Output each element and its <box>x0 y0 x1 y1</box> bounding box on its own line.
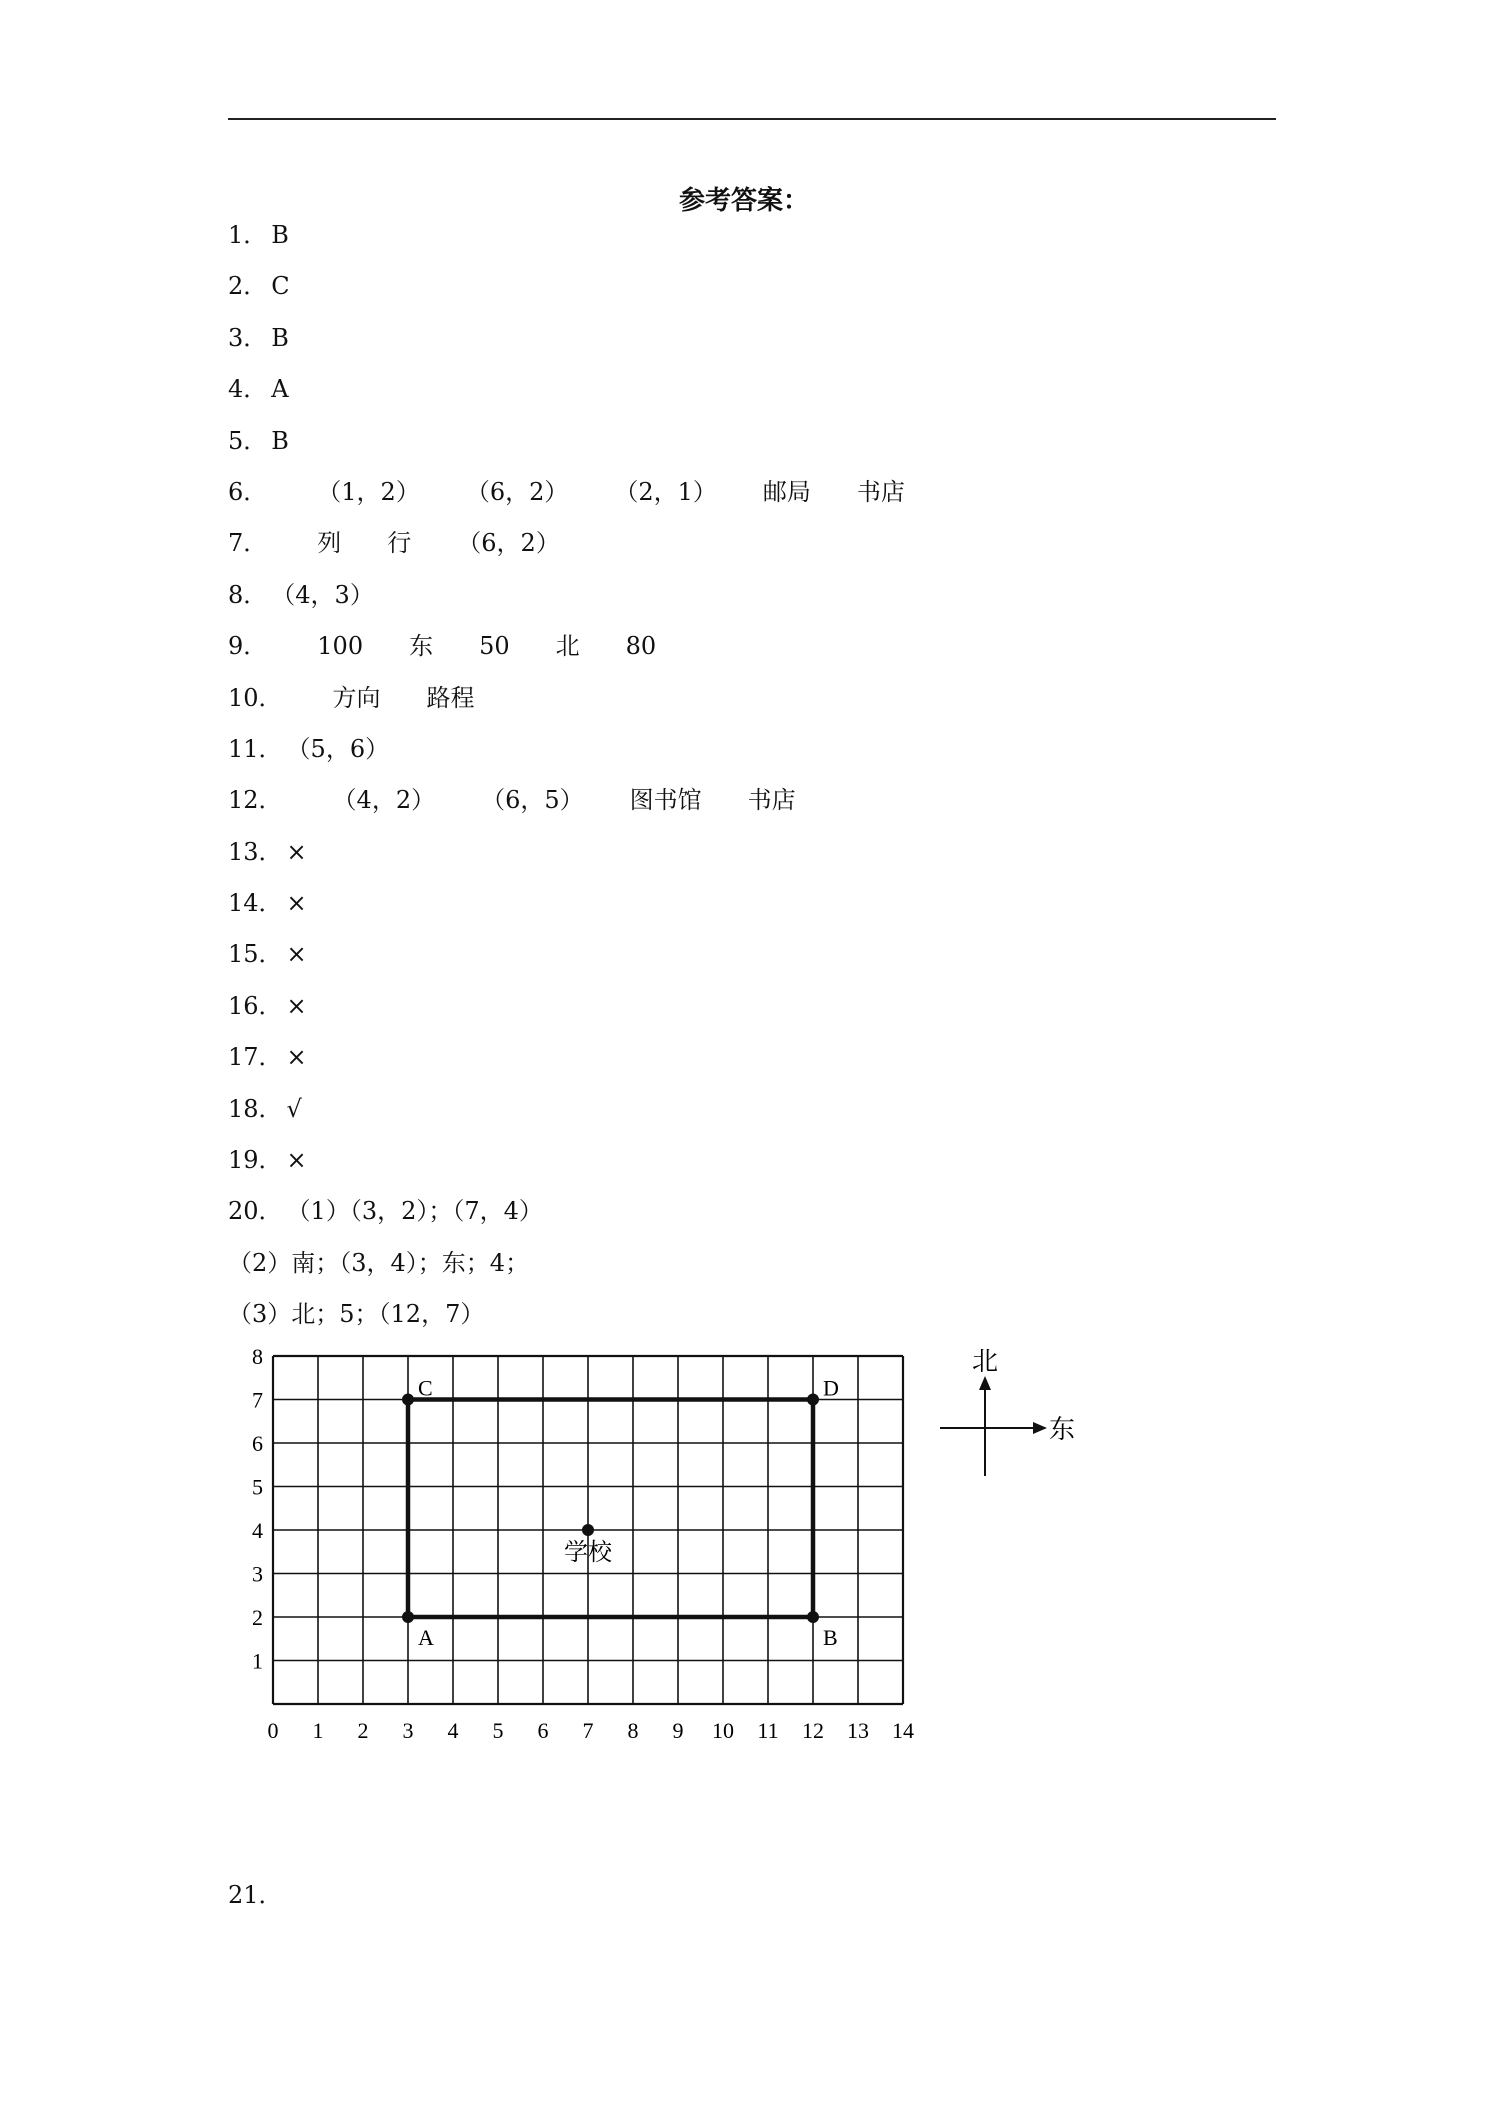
x-tick-label: 8 <box>627 1718 639 1743</box>
y-tick-label: 6 <box>252 1431 263 1456</box>
x-tick-label: 7 <box>582 1718 594 1743</box>
answer-number: 8． <box>228 580 268 609</box>
school-point <box>582 1524 594 1536</box>
x-tick-label: 6 <box>537 1718 549 1743</box>
answer-part: （1，2） <box>317 477 420 506</box>
route-rectangle <box>408 1400 813 1618</box>
point-label-a: A <box>418 1625 434 1650</box>
answer-part: × <box>286 940 307 969</box>
answer-number: 18． <box>228 1094 283 1123</box>
answer-part: 50 <box>479 632 510 661</box>
answer-part: × <box>286 991 307 1020</box>
answer-part: 路程 <box>426 683 475 712</box>
x-tick-label: 1 <box>312 1718 324 1743</box>
answer-part: （6，2） <box>457 529 560 558</box>
x-tick-label: 13 <box>847 1718 869 1743</box>
school-label: 学校 <box>564 1540 612 1566</box>
answer-part: （6，2） <box>465 477 569 506</box>
point-a <box>402 1611 414 1623</box>
answer-part: 80 <box>625 632 657 661</box>
x-tick-label: 0 <box>267 1718 279 1743</box>
answer-number: 2． <box>228 272 268 301</box>
answer-number: 20． <box>228 1197 283 1226</box>
answer-part: （4，3） <box>271 580 374 609</box>
y-tick-label: 1 <box>252 1648 263 1674</box>
answer-number: 10． <box>228 683 283 712</box>
y-tick-label: 2 <box>252 1605 263 1630</box>
answer-part: （6，5） <box>481 786 584 815</box>
answer-row <box>228 218 1278 269</box>
x-tick-label: 5 <box>492 1718 504 1743</box>
answer-row <box>228 269 1278 320</box>
answer-number: 1． <box>228 221 268 249</box>
answer-part: C <box>271 272 290 301</box>
question-21 <box>228 1878 283 1912</box>
answer-row <box>228 1040 1278 1091</box>
answer-row <box>228 783 1278 834</box>
y-tick-label: 7 <box>252 1387 263 1413</box>
answer-part: 书店 <box>747 786 796 815</box>
compass-east-arrow <box>1033 1422 1047 1434</box>
answer-row <box>228 629 1278 680</box>
x-tick-label: 14 <box>892 1718 914 1743</box>
x-tick-label: 12 <box>802 1718 824 1743</box>
answer-row <box>228 1194 1278 1245</box>
answer-row <box>228 1297 1278 1348</box>
y-tick-label: 4 <box>252 1518 263 1543</box>
answer-row <box>228 835 1278 886</box>
answer-row <box>228 372 1278 423</box>
answer-part: （4，2） <box>332 786 436 815</box>
point-b <box>807 1611 819 1623</box>
answer-number: 14． <box>228 889 283 918</box>
answer-part: 东 <box>409 632 434 661</box>
answer-list <box>228 218 1278 1349</box>
answer-number: 19． <box>228 1146 283 1175</box>
answer-part: × <box>286 1043 307 1072</box>
point-label-d: D <box>823 1375 839 1401</box>
answer-part: 北 <box>555 632 580 661</box>
answer-number: 13． <box>228 837 283 866</box>
y-tick-label: 3 <box>252 1561 263 1587</box>
compass-north-arrow <box>979 1376 991 1390</box>
y-tick-label: 8 <box>252 1348 263 1369</box>
answer-row <box>228 1246 1278 1297</box>
answer-part: 图书馆 <box>629 786 702 815</box>
answer-row <box>228 321 1278 372</box>
answer-part: 方向 <box>332 683 381 712</box>
x-tick-label: 3 <box>402 1718 414 1743</box>
answer-number: 17． <box>228 1043 283 1072</box>
answer-part: √ <box>286 1094 302 1123</box>
answer-row <box>228 578 1278 629</box>
answer-part: 书店 <box>856 477 905 506</box>
point-label-b: B <box>823 1625 838 1650</box>
point-c <box>402 1394 414 1406</box>
point-label-c: C <box>418 1375 433 1401</box>
answer-part: B <box>271 426 289 455</box>
answer-row <box>228 1092 1278 1143</box>
answer-part: A <box>271 375 289 404</box>
compass-north-label: 北 <box>971 1348 999 1376</box>
answer-part: B <box>271 221 289 249</box>
y-tick-label: 5 <box>252 1474 263 1500</box>
answer-part: 邮局 <box>762 477 811 506</box>
answer-part: × <box>286 837 307 866</box>
answer-row <box>228 681 1278 732</box>
answer-row <box>228 526 1278 577</box>
answer-part: × <box>286 1146 307 1175</box>
answer-part: B <box>271 323 289 352</box>
answer-part: （2）南；（3，4）；东；4； <box>228 1248 530 1277</box>
answer-row <box>228 424 1278 475</box>
answer-number: 3． <box>228 323 268 352</box>
answer-number: 7． <box>228 529 268 558</box>
x-tick-label: 10 <box>712 1718 734 1743</box>
x-tick-label: 4 <box>447 1718 459 1743</box>
answer-number: 9． <box>228 632 268 661</box>
answer-number: 12． <box>228 786 283 815</box>
answer-part: （2，1） <box>614 477 717 506</box>
answer-row <box>228 732 1278 783</box>
answer-part: 行 <box>387 529 412 558</box>
compass-east-label: 东 <box>1049 1415 1076 1444</box>
answer-number: 11． <box>228 734 283 763</box>
answer-row <box>228 989 1278 1040</box>
answer-row <box>228 475 1278 526</box>
answer-part: （3）北；5；（12，7） <box>228 1300 485 1329</box>
answer-row <box>228 937 1278 988</box>
point-d <box>807 1394 819 1406</box>
compass-rose <box>940 1348 1090 1508</box>
header-rule <box>228 118 1276 120</box>
answer-row <box>228 1143 1278 1194</box>
answer-number: 15． <box>228 940 283 969</box>
answer-part: 100 <box>317 632 364 661</box>
answer-row <box>228 886 1278 937</box>
answer-number: 5． <box>228 426 268 455</box>
x-tick-label: 2 <box>357 1718 369 1743</box>
answer-number: 4． <box>228 375 268 404</box>
x-tick-label: 11 <box>757 1718 779 1743</box>
answer-part: 列 <box>317 529 342 558</box>
page-title: 参考答案： <box>678 186 809 216</box>
answer-part: × <box>286 889 307 918</box>
x-tick-label: 9 <box>672 1718 684 1743</box>
answer-part: （5，6） <box>286 734 390 763</box>
answer-number: 6． <box>228 477 268 506</box>
answer-number: 16． <box>228 991 283 1020</box>
answer-part: （1）（3，2）；（7，4） <box>286 1197 543 1226</box>
question-21-number: 21． <box>228 1881 283 1909</box>
